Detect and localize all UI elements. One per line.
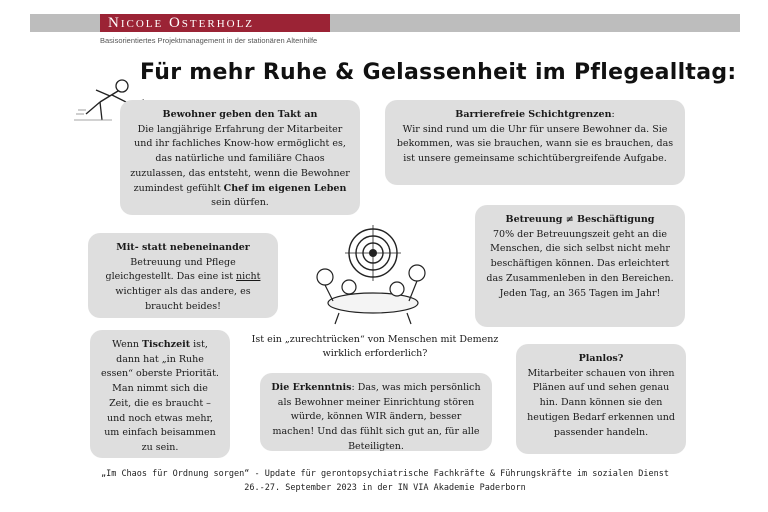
card-text: Die langjährige Erfahrung der Mitarbeiter und ihr fachliches Know-how ermöglicht es, das natürliche und familiäre Chaos zuzulassen, das entsteht, wenn die Bewohner zumindest gefühlt: [130, 123, 350, 194]
card-text: ist, dann hat „in Ruhe essen“ oberste Priorität. Man nimmt sich die Zeit, die es braucht – und noch etwas mehr, um einfach beisammen zu sein.: [101, 339, 219, 454]
card-schichtgrenzen: [385, 100, 685, 185]
brand-name: Nicole Osterholz: [100, 14, 330, 32]
card-title: Betreuung ≠ Beschäftigung: [505, 214, 655, 225]
card-text-end: wichtiger als das andere, es braucht beides!: [115, 286, 251, 312]
card-text: 70% der Betreuungszeit geht an die Menschen, die sich selbst nicht mehr beschäftigen können. Das erleichtert das Zusammenleben in den Bereichen. Jeden Tag, an 365 Tagen im Jahr!: [486, 228, 674, 299]
card-title-line: [395, 108, 675, 123]
page-title: Für mehr Ruhe & Gelassenheit im Pflegealltag:: [140, 60, 737, 85]
card-title: Mit- statt nebeneinander: [116, 242, 250, 253]
card-bewohner-takt: [120, 100, 360, 215]
card-underlined: nicht: [236, 271, 261, 283]
card-title-colon: :: [611, 109, 615, 120]
footer-line-2: 26.-27. September 2023 in der IN VIA Akademie Paderborn: [244, 482, 526, 493]
card-betreuung: [475, 205, 685, 327]
card-emphasis: Chef im eigenen Leben: [223, 182, 347, 194]
card-tischzeit: [90, 330, 230, 458]
card-miteinander: [88, 233, 278, 318]
card-text: : Das, was mich persönlich als Bewohner meiner Einrichtung stören würde, können WIR ändern, besser machen! Und das fühlt sich gut an, für alle Beteiligten.: [272, 382, 481, 452]
card-emphasis: Die Erkenntnis: [271, 382, 352, 393]
card-planlos: [516, 344, 686, 454]
card-text: Wir sind rund um die Uhr für unsere Bewohner da. Sie bekommen, was sie brauchen, wann sie es brauchen, das ist unsere gemeinsame schichtübergreifende Aufgabe.: [396, 123, 674, 165]
brand-subtitle: Basisorientiertes Projektmanagement in der stationären Altenhilfe: [100, 36, 318, 45]
card-text: Mitarbeiter schauen von ihren Plänen auf und sehen genau hin. Dann können sie den heutigen Bedarf erkennen und passender handeln.: [527, 367, 675, 438]
card-text: Betreuung und Pflege gleichgestellt. Das eine ist: [105, 256, 237, 283]
target-illustration-icon: [305, 225, 440, 325]
card-title: Planlos?: [578, 353, 624, 364]
card-text-end: sein dürfen.: [211, 197, 269, 209]
card-title: Bewohner geben den Takt an: [162, 109, 318, 120]
card-emphasis: Tischzeit: [141, 339, 191, 350]
card-title: Barrierefreie Schichtgrenzen: [455, 109, 612, 120]
card-erkenntnis: [260, 373, 492, 451]
card-text-start: Wenn: [112, 339, 142, 350]
question-text: Ist ein „zurechtrücken“ von Menschen mit Demenz wirklich erforderlich?: [251, 334, 499, 360]
footer-line-1: „Im Chaos für Ordnung sorgen“ - Update für gerontopsychiatrische Fachkräfte & Führungskräfte im sozialen Dienst: [100, 469, 670, 479]
footer: [40, 468, 730, 495]
